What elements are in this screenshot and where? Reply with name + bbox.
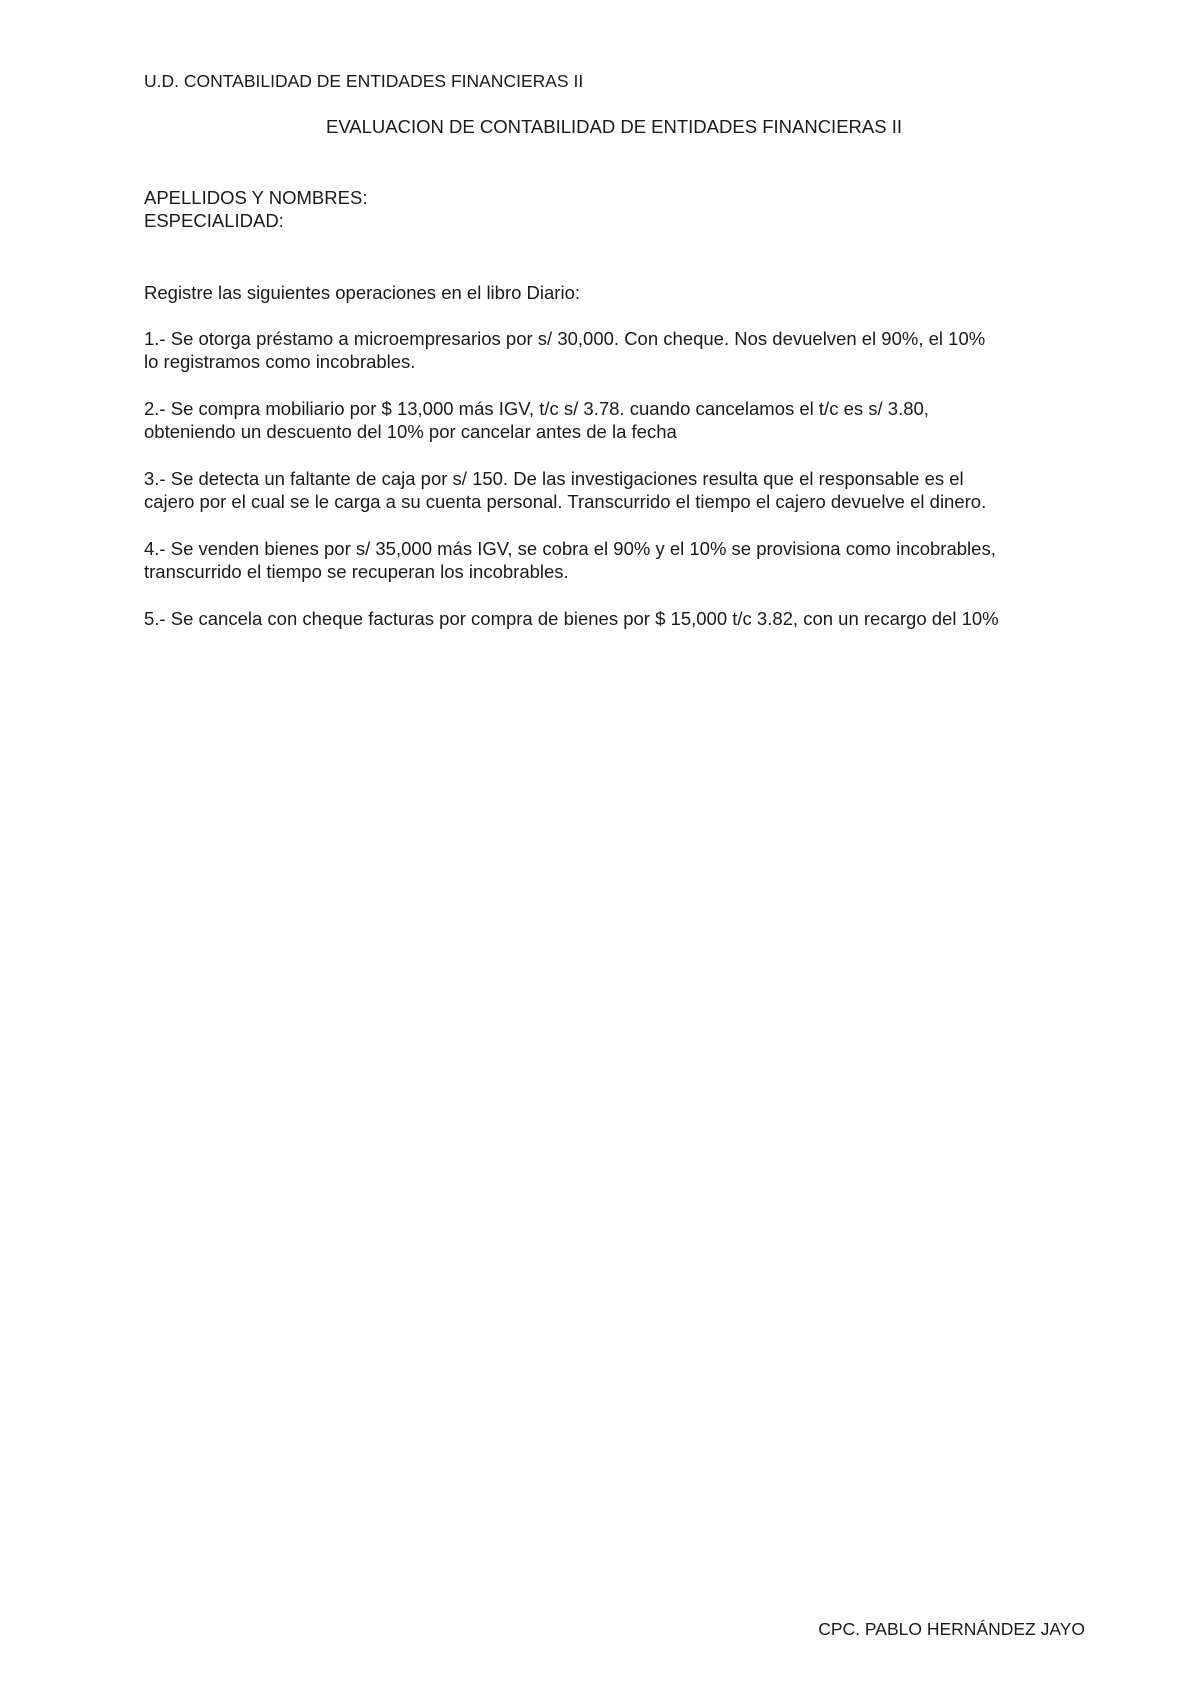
- operation-line: 4.- Se venden bienes por s/ 35,000 más IGV, se cobra el 90% y el 10% se provisiona como incobrables,: [144, 538, 996, 559]
- operation-item: [144, 467, 1084, 513]
- operation-line: cajero por el cual se le carga a su cuenta personal. Transcurrido el tiempo el cajero devuelve el dinero.: [144, 491, 987, 512]
- operation-item: [144, 327, 1084, 373]
- operation-line: 3.- Se detecta un faltante de caja por s/ 150. De las investigaciones resulta que el responsable es el: [144, 468, 964, 489]
- operations-list: [144, 327, 1084, 654]
- operation-line: transcurrido el tiempo se recuperan los incobrables.: [144, 561, 569, 582]
- operation-item: [144, 397, 1084, 443]
- student-fields: [144, 186, 367, 232]
- author-signature: CPC. PABLO HERNÁNDEZ JAYO: [818, 1619, 1085, 1639]
- course-unit-heading: U.D. CONTABILIDAD DE ENTIDADES FINANCIERAS II: [144, 71, 584, 91]
- operation-line: 1.- Se otorga préstamo a microempresarios por s/ 30,000. Con cheque. Nos devuelven el 90%, el 10%: [144, 328, 986, 349]
- names-label: APELLIDOS Y NOMBRES:: [144, 187, 368, 208]
- operation-line: 5.- Se cancela con cheque facturas por compra de bienes por $ 15,000 t/c 3.82, con un recargo del 10%: [144, 608, 999, 629]
- operation-item: [144, 537, 1084, 583]
- operation-line: 2.- Se compra mobiliario por $ 13,000 más IGV, t/c s/ 3.78. cuando cancelamos el t/c es s/ 3.80,: [144, 398, 929, 419]
- exam-title: EVALUACION DE CONTABILIDAD DE ENTIDADES FINANCIERAS II: [325, 116, 902, 137]
- operation-line: obteniendo un descuento del 10% por cancelar antes de la fecha: [144, 421, 677, 442]
- specialty-label: ESPECIALIDAD:: [144, 210, 284, 231]
- operation-line: lo registramos como incobrables.: [144, 351, 416, 372]
- operation-item: [144, 607, 1084, 630]
- instruction-text: Registre las siguientes operaciones en el libro Diario:: [144, 282, 581, 303]
